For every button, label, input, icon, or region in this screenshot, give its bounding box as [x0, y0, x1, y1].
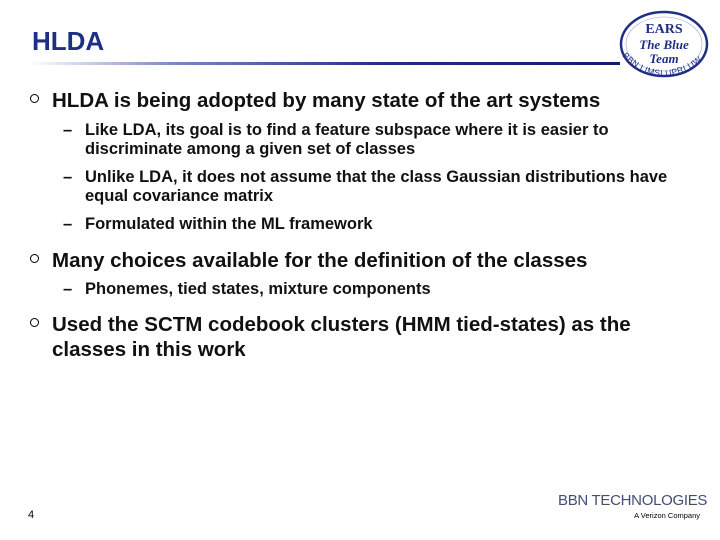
- bullet-dot-icon: [30, 94, 39, 103]
- bullet-dot-icon: [30, 254, 39, 263]
- bullet-dot-icon: [30, 318, 39, 327]
- bullet-text: Used the SCTM codebook clusters (HMM tied-states) as the classes in this work: [52, 313, 631, 361]
- sub-bullet-1-3: [63, 215, 703, 234]
- bullet-3: [30, 312, 690, 362]
- logo-line-2: The Blue: [639, 37, 689, 52]
- bullet-text: HLDA is being adopted by many state of the art systems: [52, 89, 601, 112]
- ears-blue-team-logo: [612, 8, 716, 88]
- sub-bullet-text: Like LDA, its goal is to find a feature subspace where it is easier to discriminate among a given set of classes: [85, 121, 609, 158]
- bbn-logo: [558, 492, 708, 520]
- logo-line-1: EARS: [645, 22, 683, 37]
- sub-bullet-text: Unlike LDA, it does not assume that the class Gaussian distributions have equal covariance matrix: [85, 168, 668, 205]
- slide-title: HLDA: [32, 26, 105, 56]
- logo-line-3: Team: [649, 51, 679, 66]
- logo-arc-text: BBN LIMSI UPRI UW: [620, 50, 704, 79]
- dash-icon: –: [63, 168, 73, 186]
- bullet-2: [30, 248, 700, 273]
- page-number: 4: [28, 509, 35, 521]
- dash-icon: –: [63, 121, 73, 139]
- sub-bullet-text: Formulated within the ML framework: [85, 215, 373, 233]
- sub-bullet-text: Phonemes, tied states, mixture components: [85, 280, 431, 298]
- sub-bullet-1-1: [63, 121, 703, 159]
- bbn-brand-text: BBN TECHNOLOGIES: [558, 492, 708, 509]
- sub-bullet-1-2: [63, 168, 703, 206]
- bullet-text: Many choices available for the definition of the classes: [52, 249, 588, 272]
- title-underline: [28, 62, 620, 65]
- sub-bullet-2-1: [63, 280, 703, 299]
- dash-icon: –: [63, 215, 73, 233]
- bullet-1: [30, 88, 700, 113]
- bbn-tagline: A Verizon Company: [634, 511, 700, 520]
- dash-icon: –: [63, 280, 73, 298]
